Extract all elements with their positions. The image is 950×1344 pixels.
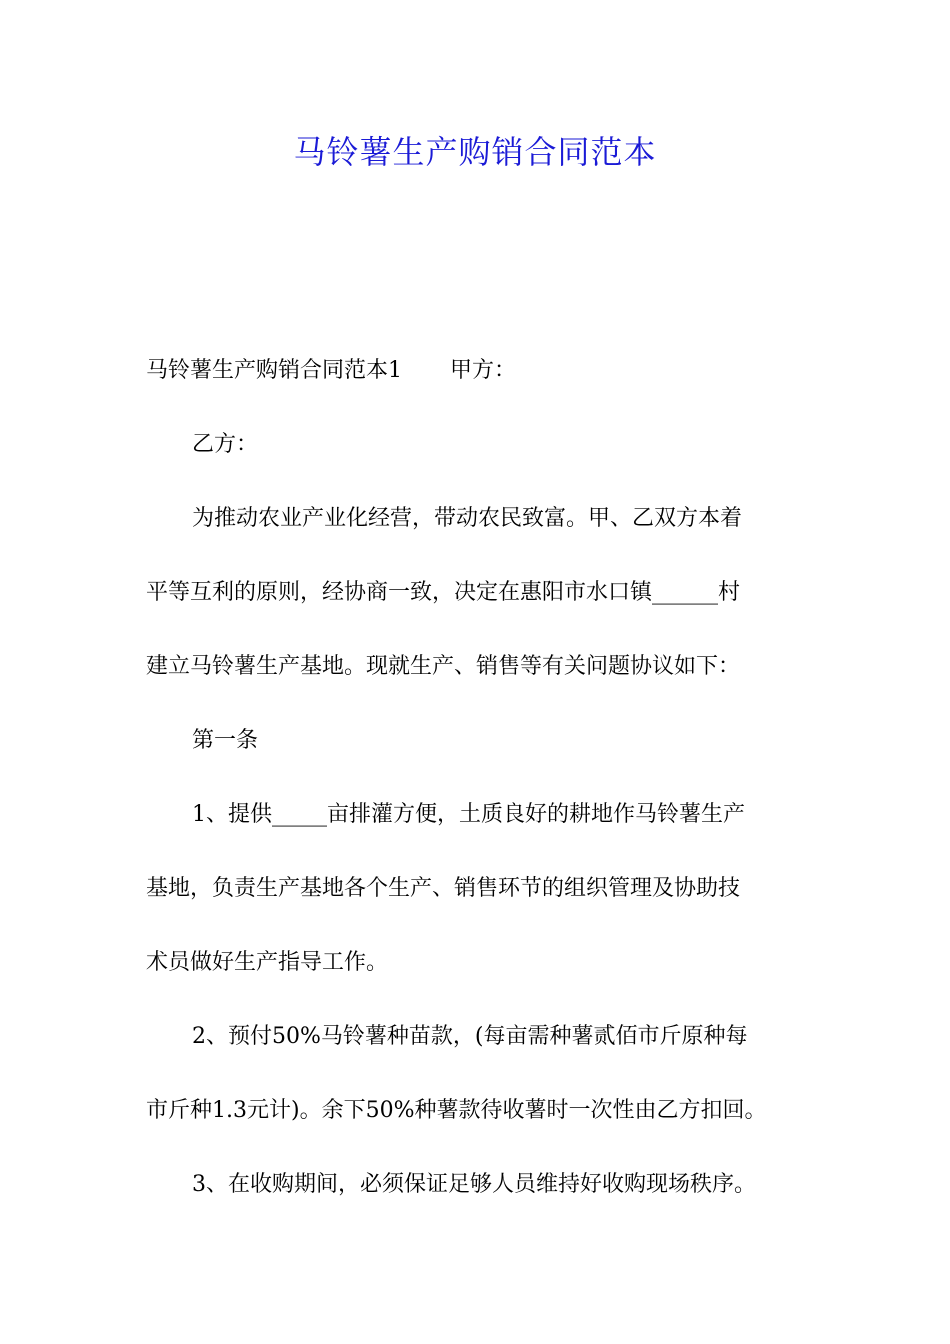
heading-line xyxy=(146,334,826,408)
clause-line: 市斤种1.3元计)。余下50%种薯款待收薯时一次性由乙方扣回。 xyxy=(146,1098,767,1123)
clause-line: 术员做好生产指导工作。 xyxy=(146,950,389,975)
clause-line: 2、预付50%马铃薯种苗款，(每亩需种薯贰佰市斤原种每 xyxy=(192,1024,748,1049)
contract-heading: 马铃薯生产购销合同范本1 xyxy=(146,358,402,383)
clause-line: 3、在收购期间，必须保证足够人员维持好收购现场秩序。 xyxy=(192,1172,756,1197)
party-a-label: 甲方： xyxy=(450,358,517,383)
clause-line: 基地，负责生产基地各个生产、销售环节的组织管理及协助技 xyxy=(146,876,741,901)
document-title: 马铃薯生产购销合同范本 xyxy=(293,133,657,171)
paragraph-line: 为推动农业产业化经营，带动农民致富。甲、乙双方本着 xyxy=(192,506,743,531)
article-heading: 第一条 xyxy=(192,728,259,753)
paragraph-line: 建立马铃薯生产基地。现就生产、销售等有关问题协议如下： xyxy=(146,654,741,679)
party-b-line: 乙方： xyxy=(192,432,259,457)
document-body xyxy=(146,334,826,1222)
clause-line: 1、提供_____亩排灌方便，土质良好的耕地作马铃薯生产 xyxy=(192,802,745,827)
paragraph-line: 平等互利的原则，经协商一致，决定在惠阳市水口镇______村 xyxy=(146,580,741,605)
